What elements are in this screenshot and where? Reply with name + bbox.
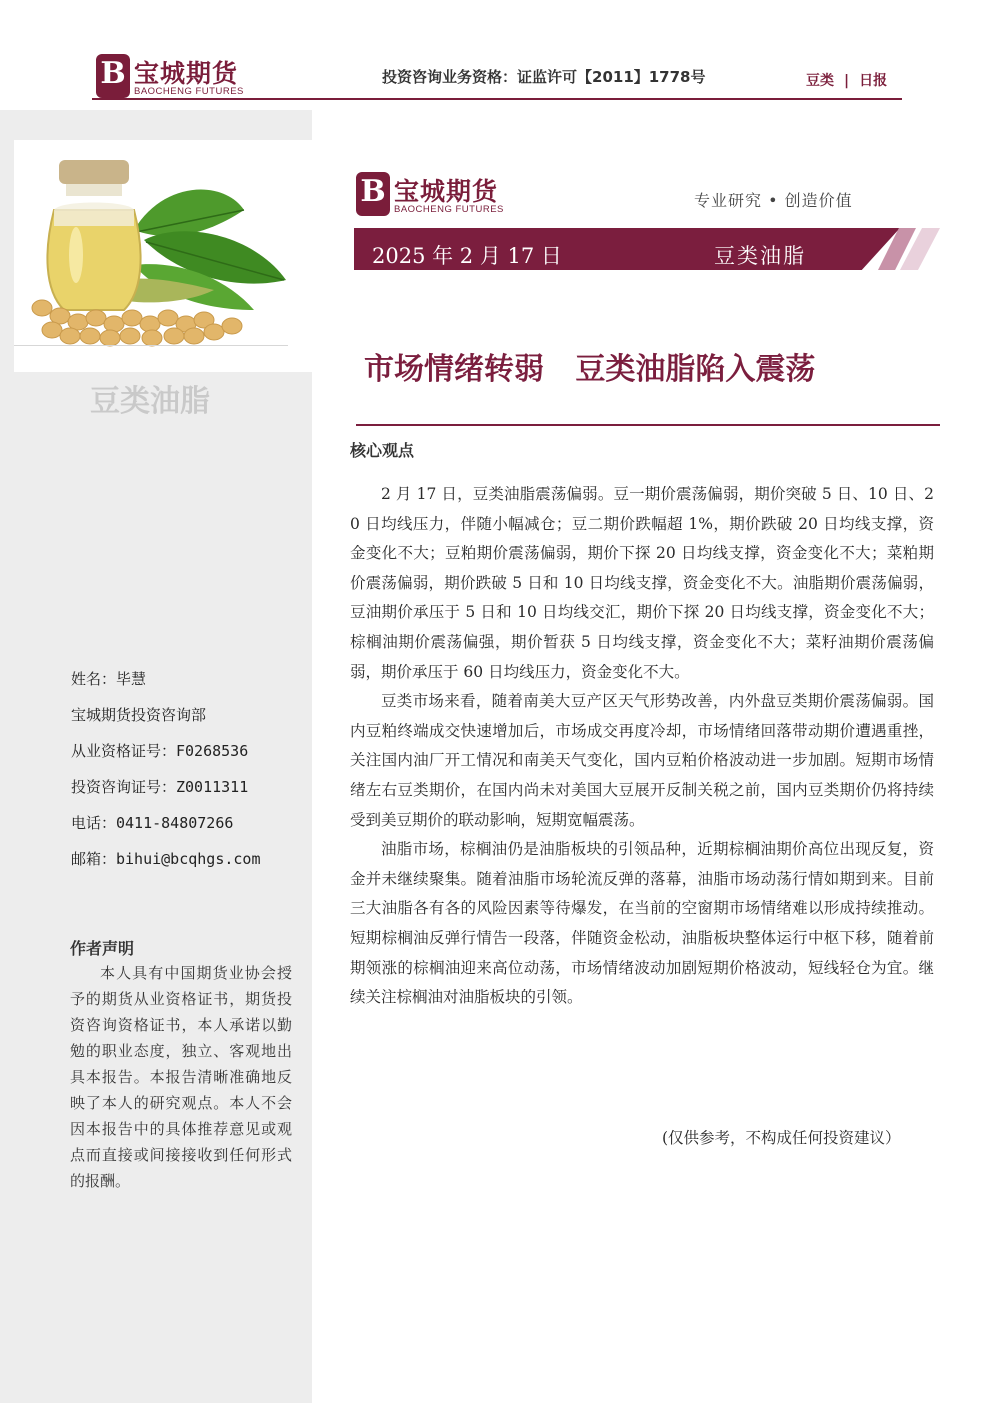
- consulting-number: 投资咨询证号：Z0011311: [71, 778, 249, 796]
- report-headline: 市场情绪转弱 豆类油脂陷入震荡: [364, 352, 816, 387]
- report-category: 豆类油脂: [714, 244, 806, 268]
- brand-name-cn: 宝城期货: [134, 59, 239, 88]
- license-text: 投资咨询业务资格：证监许可【2011】1778号: [382, 68, 706, 86]
- brand-mark-icon: B: [96, 54, 130, 98]
- report-logo: [356, 172, 526, 218]
- tag-type: 日报: [859, 73, 888, 89]
- brand-name-cn: 宝城期货: [394, 177, 499, 206]
- phone-number: 电话：0411-84807266: [71, 814, 234, 832]
- author-name: 姓名：毕慧: [71, 670, 147, 688]
- sidebar-title: 豆类油脂: [90, 384, 210, 419]
- paragraph: 豆类市场来看，随着南美大豆产区天气形势改善，内外盘豆类期价震荡偏弱。国内豆粕终端成交快速增加后，市场成交再度冷却，市场情绪回落带动期价遭遇重挫，关注国内油厂开工情况和南美天气变化，国内豆粕价格波动进一步加剧。短期市场情绪左右豆类期价，在国内尚未对美国大豆展开反制关税之前，国内豆类期价仍将持续受到美豆期价的联动影响，短期宽幅震荡。: [350, 692, 934, 829]
- slogan: 专业研究 • 创造价值: [694, 191, 853, 210]
- author-department: 宝城期货投资咨询部: [71, 706, 207, 724]
- report-body: [350, 480, 934, 1013]
- declaration-text: 本人具有中国期货业协会授予的期货从业资格证书，期货投资咨询资格证书，本人承诺以勤勉的职业态度，独立、客观地出具本报告。本报告清晰准确地反映了本人的研究观点。本人不会因本报告中的具体推荐意见或观点而直接或间接接收到任何形式的报酬。: [70, 964, 292, 1190]
- section-title: 核心观点: [350, 441, 415, 460]
- report-date: 2025 年 2 月 17 日: [372, 244, 562, 268]
- brand-mark-icon: B: [356, 172, 390, 216]
- soybean-oil-jar-image: [14, 140, 312, 372]
- paragraph: 油脂市场，棕榈油仍是油脂板块的引领品种，近期棕榈油期价高位出现反复，资金并未继续聚集。随着油脂市场轮流反弹的落幕，油脂市场动荡行情如期到来。目前三大油脂各有各的风险因素等待爆发，在当前的空窗期市场情绪难以形成持续推动。短期棕榈油反弹行情告一段落，伴随资金松动，油脂板块整体运行中枢下移，随着前期领涨的棕榈油迎来高位动荡，市场情绪波动加剧短期价格波动，短线轻仓为宜。继续关注棕榈油对油脂板块的引领。: [350, 840, 934, 1007]
- brand-name-en: BAOCHENG FUTURES: [394, 204, 504, 215]
- tag-separator: |: [844, 73, 850, 89]
- tag-category: 豆类: [806, 73, 834, 89]
- paragraph: 2 月 17 日，豆类油脂震荡偏弱。豆一期价震荡偏弱，期价突破 5 日、10 日、20 日均线压力，伴随小幅减仓；豆二期价跌幅超 1%，期价跌破 20 日均线支撑，资金变化不大；豆粕期价震荡偏弱，期价下探 20 日均线支撑，资金变化不大；菜粕期价震荡偏弱，期价跌破 5 日和 10 日均线支撑，资金变化不大。油脂期价震荡偏弱，豆油期价承压于 5 日和 10 日均线交汇，期价下探 20 日均线支撑，资金变化不大；棕榈油期价震荡偏强，期价暂获 5 日均线支撑，资金变化不大；菜籽油期价震荡偏弱，期价承压于 60 日均线压力，资金变化不大。: [350, 485, 934, 681]
- declaration-title: 作者声明: [70, 939, 135, 958]
- email-address: 邮箱：bihui@bcqhgs.com: [71, 850, 261, 868]
- report-tags: [806, 70, 887, 90]
- header-logo: [96, 54, 256, 100]
- headline-divider: [356, 424, 940, 426]
- disclaimer: (仅供参考，不构成任何投资建议）: [662, 1129, 901, 1147]
- image-divider: [14, 345, 288, 346]
- header-divider: [92, 98, 902, 100]
- brand-name-en: BAOCHENG FUTURES: [134, 86, 244, 97]
- qualification-number: 从业资格证号：F0268536: [71, 742, 249, 760]
